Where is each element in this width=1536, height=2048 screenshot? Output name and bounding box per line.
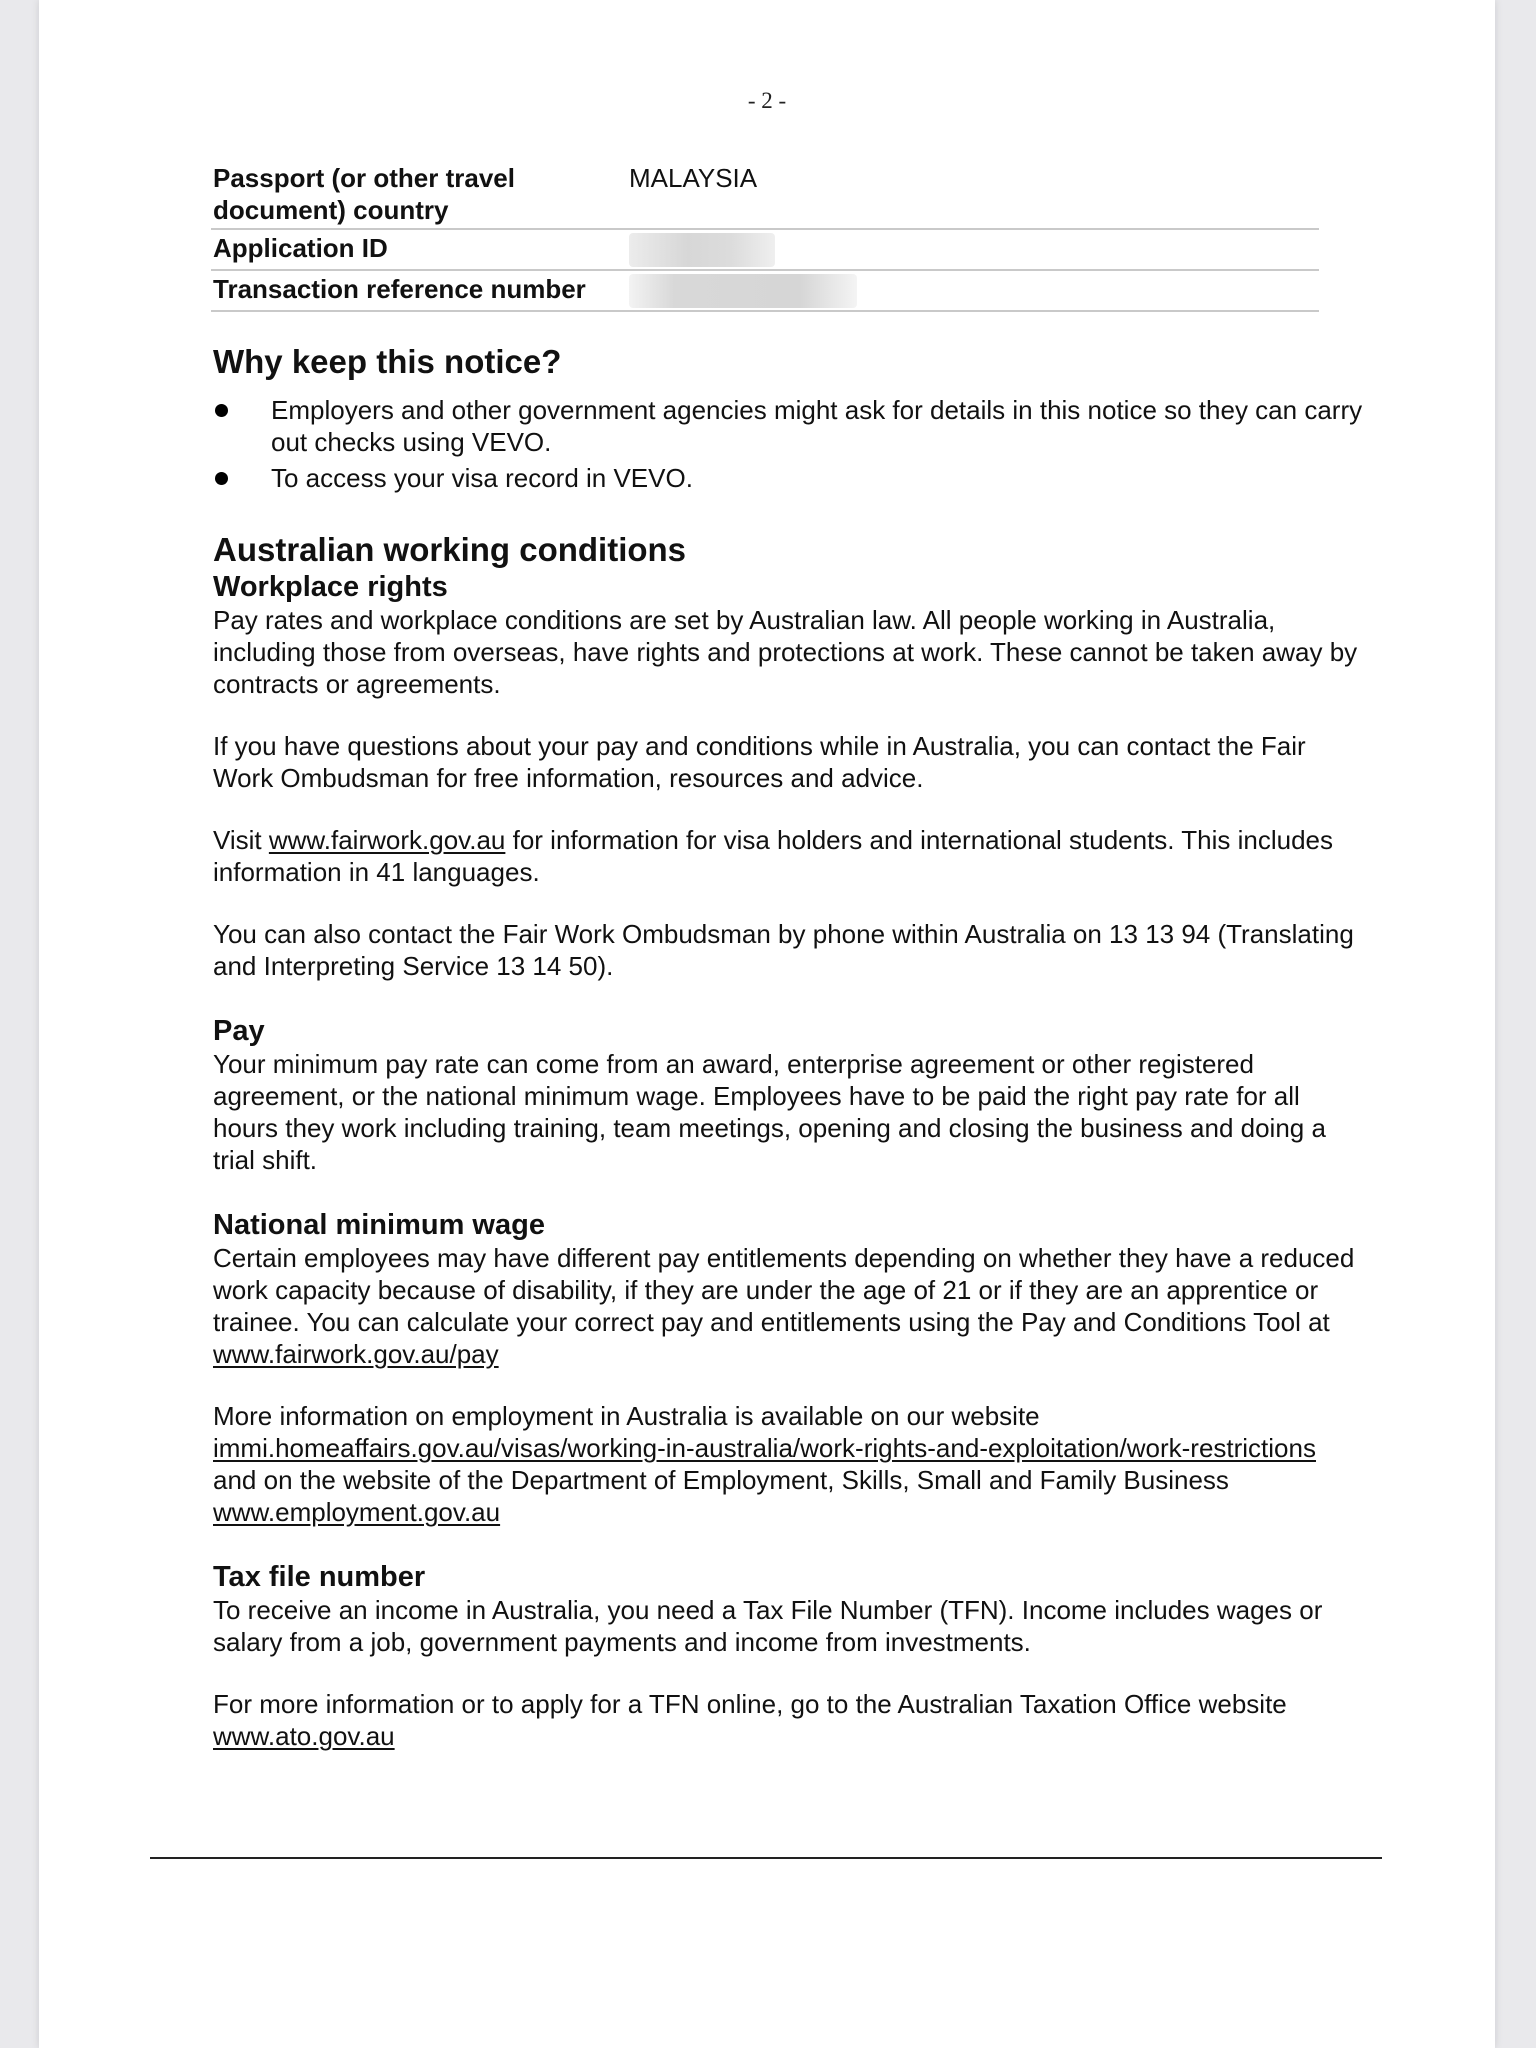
bullet-text: Employers and other government agencies might ask for details in this notice so they can carry out checks using VEVO. (271, 395, 1363, 458)
application-id-value (623, 229, 1319, 270)
visa-details-table (211, 160, 1319, 312)
workplace-rights-paragraph-2: If you have questions about your pay and conditions while in Australia, you can contact the Fair Work Ombudsman for free information, resources and advice. (213, 731, 1306, 794)
working-conditions-heading: Australian working conditions (213, 531, 687, 569)
text-segment: For more information or to apply for a TFN online, go to the Australian Taxation Office website (213, 1689, 1287, 1720)
minimum-wage-paragraph-1 (213, 1242, 1363, 1370)
homeaffairs-link[interactable]: immi.homeaffairs.gov.au/visas/working-in-australia/work-rights-and-exploitation/work-restrictions (213, 1433, 1316, 1464)
table-row (211, 229, 1319, 270)
application-id-label: Application ID (211, 229, 623, 270)
text-segment: and on the website of the Department of Employment, Skills, Small and Family Business (213, 1465, 1229, 1496)
table-row (211, 270, 1319, 311)
footer-divider (150, 1857, 1382, 1859)
workplace-rights-paragraph-1: Pay rates and workplace conditions are set by Australian law. All people working in Australia, including those from overseas, have rights and protections at work. These cannot be taken away by contracts or agreements. (213, 605, 1358, 700)
tfn-heading: Tax file number (213, 1561, 426, 1594)
table-row (211, 160, 1319, 229)
passport-country-value: MALAYSIA (629, 163, 758, 193)
workplace-rights-paragraph-4: You can also contact the Fair Work Ombudsman by phone within Australia on 13 13 94 (Translating and Interpreting Service 13 14 50). (213, 919, 1354, 982)
minimum-wage-paragraph-2 (213, 1400, 1363, 1528)
redacted-transaction-reference (629, 274, 857, 308)
list-item (213, 462, 1363, 494)
redacted-application-id (629, 233, 775, 267)
pay-paragraph: Your minimum pay rate can come from an award, enterprise agreement or other registered agreement, or the national minimum wage. Employees have to be paid the right pay rate for all hours they work including training, team meetings, opening and closing the business and doing a trial shift. (213, 1049, 1326, 1176)
text-segment: for information for visa holders and international students. This includes information in 41 languages. (213, 825, 1334, 888)
pay-heading: Pay (213, 1015, 265, 1048)
text-segment: Visit (213, 825, 269, 856)
minimum-wage-heading: National minimum wage (213, 1209, 545, 1242)
workplace-rights-heading: Workplace rights (213, 571, 448, 604)
ato-link[interactable]: www.ato.gov.au (213, 1721, 395, 1752)
bullet-icon (215, 472, 228, 485)
page-number: - 2 - (747, 88, 787, 113)
text-segment: Certain employees may have different pay entitlements depending on whether they have a reduced work capacity because of disability, if they are under the age of 21 or if they are an apprentice or trainee. You can calculate your correct pay and entitlements using the Pay and Conditions Tool at (213, 1243, 1355, 1338)
workplace-rights-paragraph-3 (213, 824, 1363, 888)
bullet-text: To access your visa record in VEVO. (271, 463, 693, 494)
passport-country-label: Passport (or other travel document) country (213, 163, 515, 225)
page-content (213, 160, 1363, 1752)
transaction-reference-label: Transaction reference number (211, 270, 623, 311)
transaction-reference-value (623, 270, 1319, 311)
bullet-icon (215, 404, 228, 417)
employment-link[interactable]: www.employment.gov.au (213, 1497, 501, 1528)
why-keep-list (213, 394, 1363, 494)
document-page (39, 0, 1495, 2048)
tfn-paragraph-2 (213, 1688, 1363, 1752)
fairwork-pay-link[interactable]: www.fairwork.gov.au/pay (213, 1339, 499, 1370)
text-segment: More information on employment in Australia is available on our website (213, 1401, 1040, 1432)
why-keep-heading: Why keep this notice? (213, 343, 562, 381)
list-item (213, 394, 1363, 458)
tfn-paragraph-1: To receive an income in Australia, you need a Tax File Number (TFN). Income includes wages or salary from a job, government payments and income from investments. (213, 1595, 1323, 1658)
fairwork-link[interactable]: www.fairwork.gov.au (268, 825, 506, 856)
